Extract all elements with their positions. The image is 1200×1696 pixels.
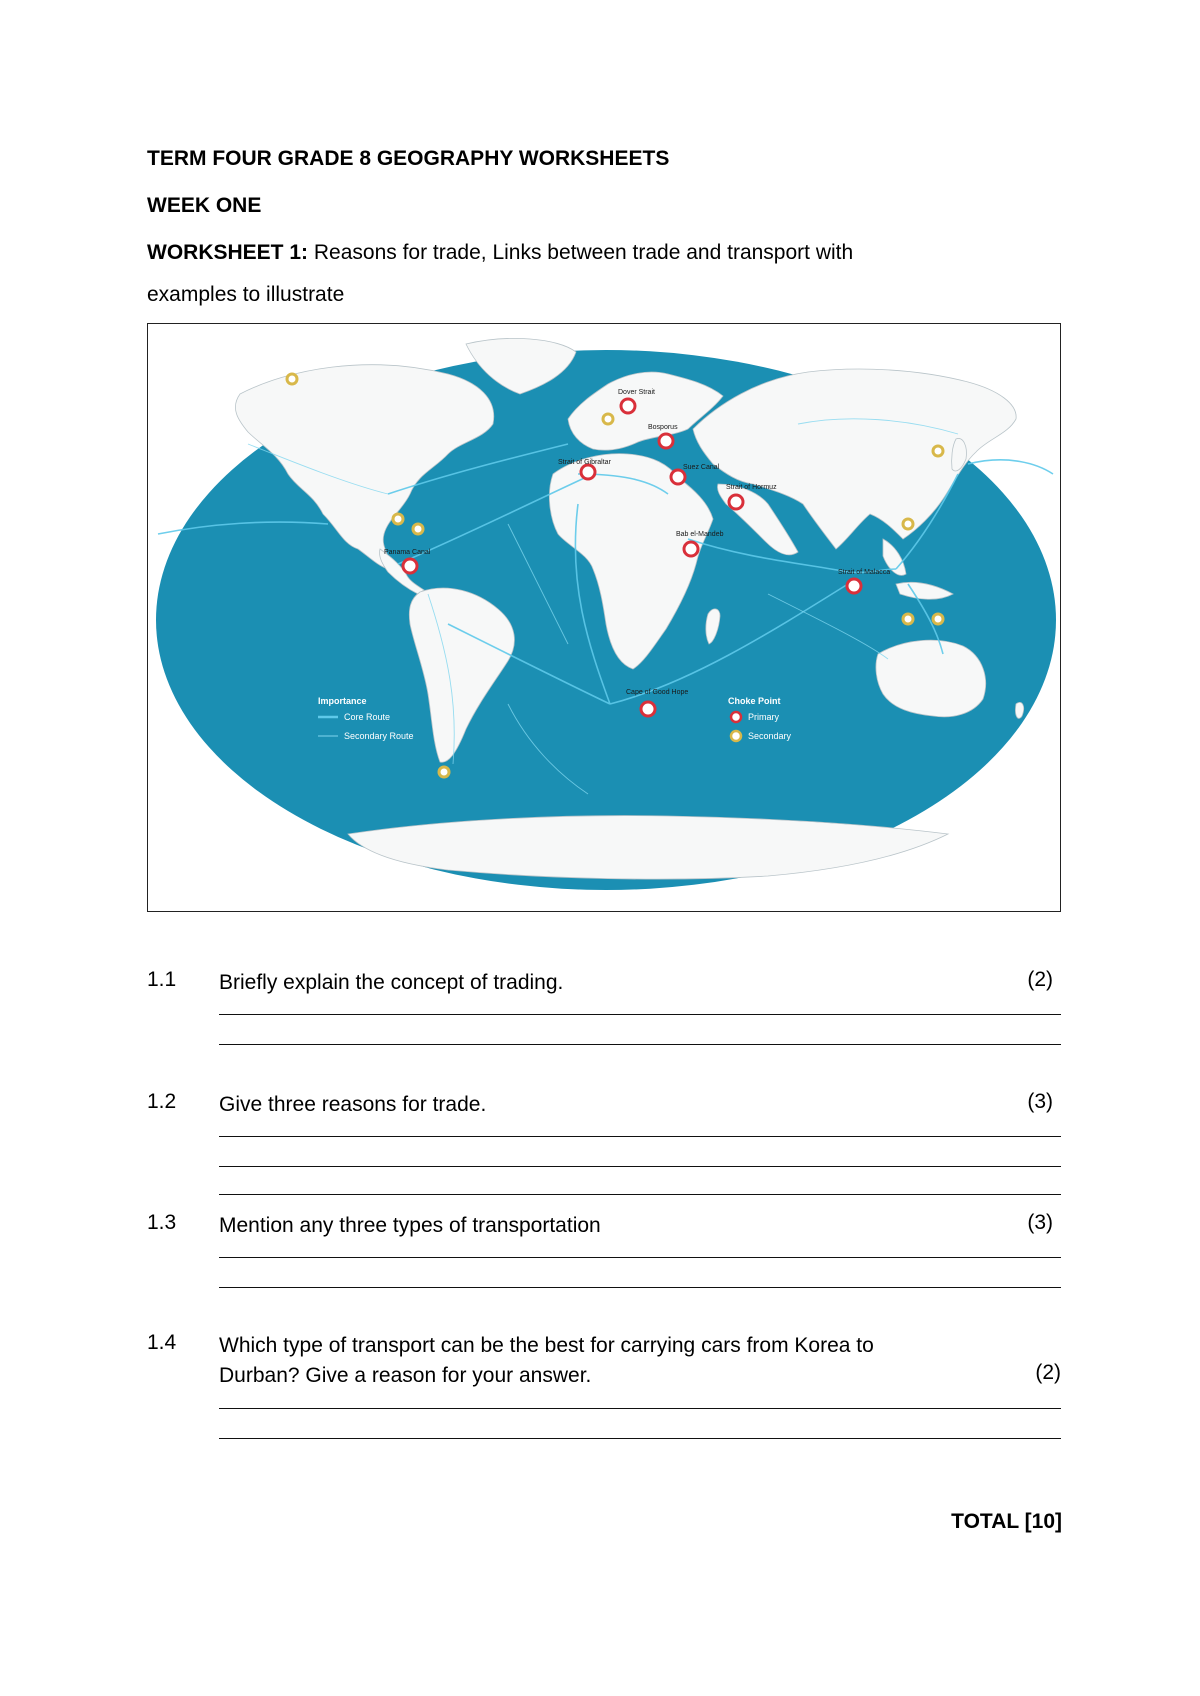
question-marks: (3) bbox=[1027, 1090, 1053, 1113]
choke-point-hormuz-primary bbox=[729, 495, 743, 509]
legend-choke-title: Choke Point bbox=[728, 696, 781, 706]
answer-line[interactable] bbox=[219, 1194, 1061, 1195]
choke-point-bab-el-mandeb-primary bbox=[684, 542, 698, 556]
choke-point-suez-primary bbox=[671, 470, 685, 484]
world-trade-routes-map bbox=[147, 323, 1061, 912]
answer-line[interactable] bbox=[219, 1408, 1061, 1409]
map-label-gibraltar: Strait of Gibraltar bbox=[558, 459, 611, 466]
legend-choke-secondary: Secondary bbox=[748, 731, 792, 741]
new-zealand-land bbox=[1015, 702, 1023, 718]
legend-importance-title: Importance bbox=[318, 696, 367, 706]
total-marks: TOTAL [10] bbox=[951, 1510, 1062, 1533]
choke-point-bosporus-primary bbox=[659, 434, 673, 448]
answer-line[interactable] bbox=[219, 1136, 1061, 1137]
choke-point-malacca-primary bbox=[847, 579, 861, 593]
worksheet-topic: Reasons for trade, Links between trade and transport with bbox=[313, 241, 854, 264]
choke-point-gibraltar-primary bbox=[581, 465, 595, 479]
question-text: Briefly explain the concept of trading. bbox=[219, 971, 564, 994]
worksheet-topic-continued: examples to illustrate bbox=[147, 283, 345, 306]
legend-primary-swatch bbox=[731, 712, 741, 722]
question-text bbox=[219, 1331, 989, 1391]
question-text: Mention any three types of transportation bbox=[219, 1214, 601, 1237]
legend-secondary-choke-swatch bbox=[731, 731, 741, 741]
map-label-hormuz: Strait of Hormuz bbox=[726, 484, 777, 491]
question-marks: (3) bbox=[1027, 1211, 1053, 1234]
question-number: 1.3 bbox=[147, 1211, 177, 1234]
choke-point-panama-primary bbox=[403, 559, 417, 573]
legend-choke-primary: Primary bbox=[748, 712, 779, 722]
legend-secondary-route: Secondary Route bbox=[344, 731, 414, 741]
question-text-line2: Durban? Give a reason for your answer. bbox=[219, 1364, 592, 1387]
answer-line[interactable] bbox=[219, 1044, 1061, 1045]
worksheet-label: WORKSHEET 1: bbox=[147, 241, 309, 264]
question-marks: (2) bbox=[1027, 968, 1053, 991]
answer-line[interactable] bbox=[219, 1438, 1061, 1439]
question-number: 1.1 bbox=[147, 968, 177, 991]
legend-core-route: Core Route bbox=[344, 712, 391, 722]
map-label-suez: Suez Canal bbox=[683, 464, 720, 471]
map-label-dover: Dover Strait bbox=[618, 389, 655, 396]
worksheet-title: TERM FOUR GRADE 8 GEOGRAPHY WORKSHEETS bbox=[147, 147, 670, 170]
question-marks: (2) bbox=[1035, 1361, 1061, 1384]
map-label-panama: Panama Canal bbox=[384, 549, 431, 556]
choke-point-dover-primary bbox=[621, 399, 635, 413]
question-text: Give three reasons for trade. bbox=[219, 1093, 487, 1116]
question-text-line1: Which type of transport can be the best for carrying cars from Korea to bbox=[219, 1334, 874, 1357]
answer-line[interactable] bbox=[219, 1287, 1061, 1288]
choke-point-cape-primary bbox=[641, 702, 655, 716]
worksheet-intro bbox=[147, 241, 853, 265]
answer-line[interactable] bbox=[219, 1257, 1061, 1258]
week-label: WEEK ONE bbox=[147, 194, 262, 217]
answer-line[interactable] bbox=[219, 1014, 1061, 1015]
question-number: 1.4 bbox=[147, 1331, 177, 1354]
map-label-bab-el-mandeb: Bab el-Mandeb bbox=[676, 531, 724, 538]
map-label-malacca: Strait of Malacca bbox=[838, 569, 891, 576]
answer-line[interactable] bbox=[219, 1166, 1061, 1167]
map-label-bosporus: Bosporus bbox=[648, 424, 678, 431]
question-number: 1.2 bbox=[147, 1090, 177, 1113]
map-label-cape: Cape of Good Hope bbox=[626, 689, 689, 696]
